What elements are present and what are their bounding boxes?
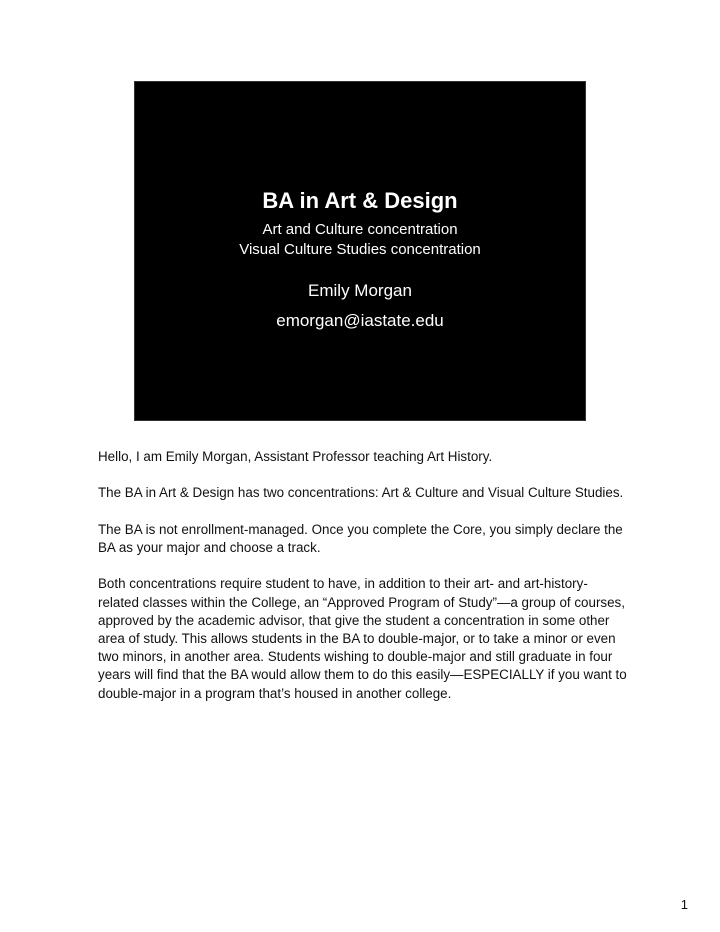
slide-presenter-name: Emily Morgan (308, 281, 412, 300)
notes-paragraph: Both concentrations require student to have, in addition to their art- and art-history-related classes within the College, an “Approved Program of Study”—a group of courses, approved by the academic advisor, that give the student a concentration in some other area of study. This allows students in the BA to double-major, or to take a minor or even two minors, in another area. Students wishing to double-major and still graduate in four years will find that the BA would allow them to do this easily—ESPECIALLY if you want to double-major in a program that’s housed in another college. (98, 576, 627, 701)
notes-paragraph: The BA is not enrollment-managed. Once you complete the Core, you simply declare the BA as your major and choose a track. (98, 521, 623, 555)
notes-paragraph: Hello, I am Emily Morgan, Assistant Professor teaching Art History. (98, 449, 493, 464)
notes-paragraph: The BA in Art & Design has two concentrations: Art & Culture and Visual Culture Studies. (98, 485, 624, 501)
slide-thumbnail (134, 81, 586, 421)
slide-subtitle-art-culture: Art and Culture concentration (262, 221, 458, 238)
speaker-notes (98, 448, 628, 721)
slide-title: BA in Art & Design (262, 188, 458, 213)
page-number: 1 (680, 897, 688, 912)
slide-presenter-email: emorgan@iastate.edu (276, 311, 444, 330)
slide-subtitle-visual-culture: Visual Culture Studies concentration (239, 241, 481, 258)
